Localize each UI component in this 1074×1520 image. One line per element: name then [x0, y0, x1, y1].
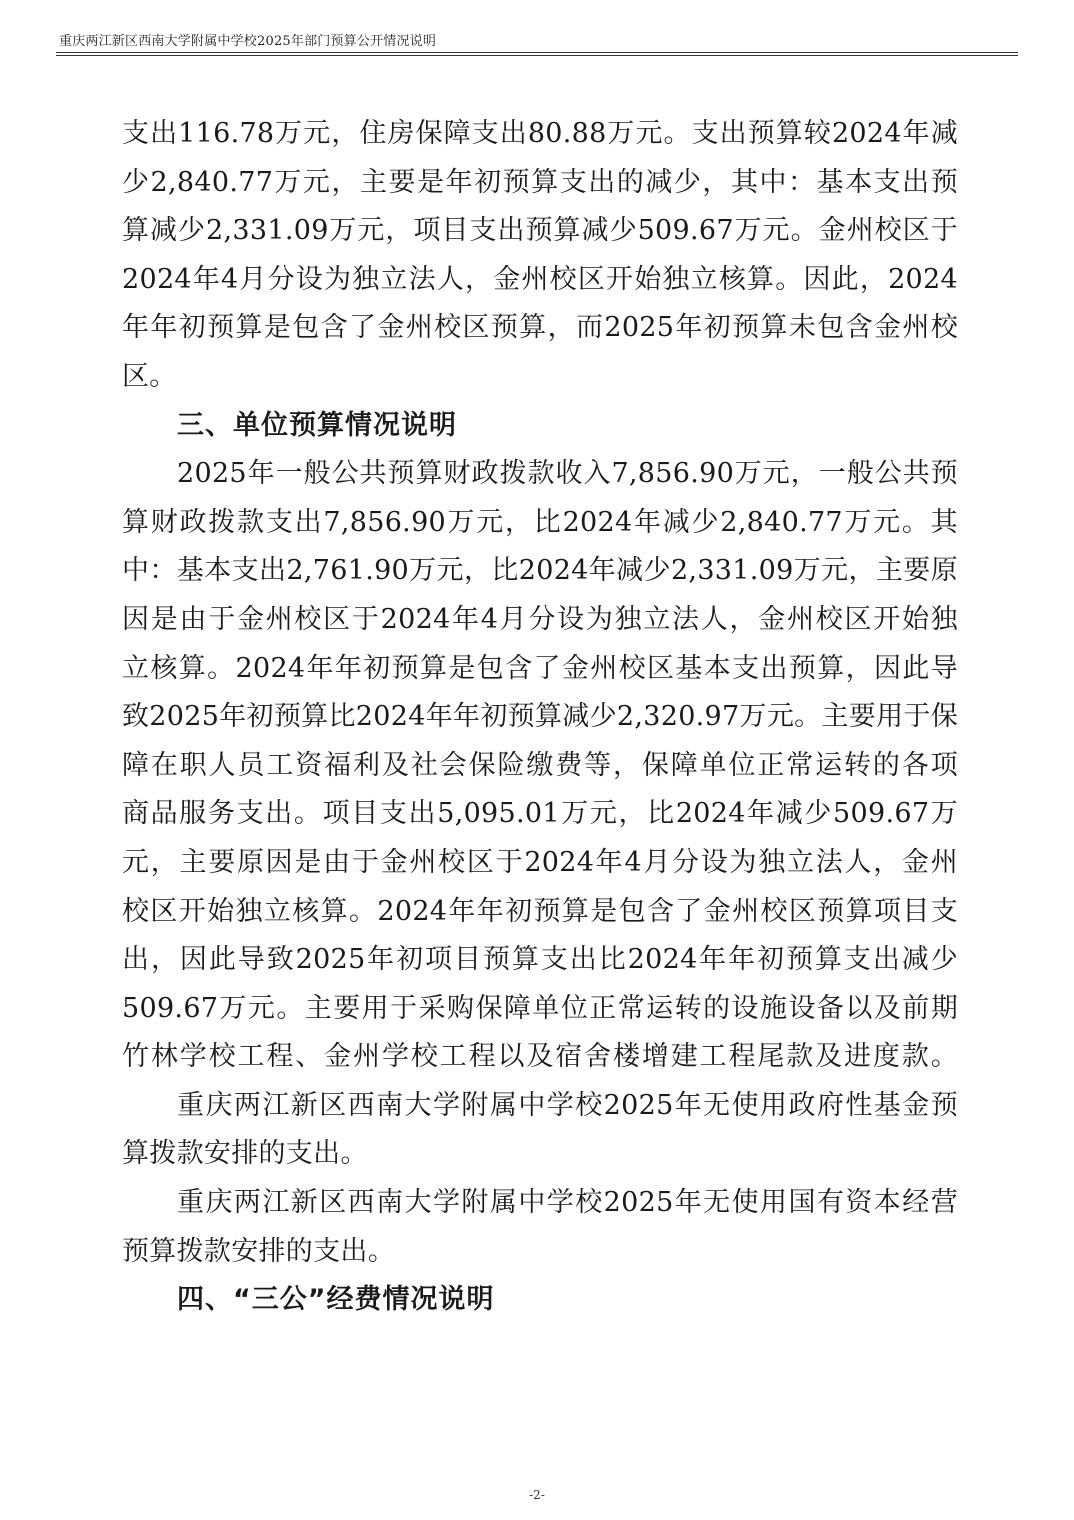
body-line: 重庆两江新区西南大学附属中学校2025年无使用国有资本经营 — [177, 1187, 958, 1219]
header-rule-second — [56, 55, 1018, 56]
body-line: 2024年4月分设为独立法人，金州校区开始独立核算。因此，2024 — [122, 263, 958, 295]
body-line: 区。 — [122, 360, 177, 392]
page-number: -2- — [529, 1488, 545, 1502]
body-line: 预算拨款安排的支出。 — [122, 1235, 395, 1267]
document-body — [122, 110, 958, 1325]
body-line: 算财政拨款支出7,856.90万元，比2024年减少2,840.77万元。其 — [122, 506, 958, 538]
section-heading-3: 三、单位预算情况说明 — [177, 409, 457, 441]
body-line: 支出116.78万元，住房保障支出80.88万元。支出预算较2024年减 — [122, 118, 958, 149]
body-line: 年年初预算是包含了金州校区预算，而2025年初预算未包含金州校 — [122, 312, 958, 344]
body-line: 算拨款安排的支出。 — [122, 1138, 368, 1170]
body-line: 因是由于金州校区于2024年4月分设为独立法人，金州校区开始独 — [122, 603, 958, 635]
body-line: 509.67万元。主要用于采购保障单位正常运转的设施设备以及前期 — [122, 992, 958, 1024]
body-line: 元，主要原因是由于金州校区于2024年4月分设为独立法人，金州 — [122, 846, 958, 878]
body-line: 少2,840.77万元，主要是年初预算支出的减少，其中：基本支出预 — [122, 166, 958, 198]
body-line: 障在职人员工资福利及社会保险缴费等，保障单位正常运转的各项 — [122, 749, 958, 781]
body-line: 立核算。2024年年初预算是包含了金州校区基本支出预算，因此导 — [122, 652, 958, 684]
section-heading-4: 四、“三公”经费情况说明 — [177, 1284, 495, 1316]
body-line: 重庆两江新区西南大学附属中学校2025年无使用政府性基金预 — [177, 1089, 958, 1121]
header-rule — [56, 52, 1018, 53]
body-line: 2025年一般公共预算财政拨款收入7,856.90万元，一般公共预 — [177, 458, 958, 490]
body-line: 出，因此导致2025年初项目预算支出比2024年年初预算支出减少 — [122, 944, 958, 976]
body-line: 中：基本支出2,761.90万元，比2024年减少2,331.09万元，主要原 — [122, 555, 958, 587]
running-header: 重庆两江新区西南大学附属中学校2025年部门预算公开情况说明 — [59, 34, 437, 49]
body-line: 校区开始独立核算。2024年年初预算是包含了金州校区预算项目支 — [122, 895, 958, 927]
body-line: 商品服务支出。项目支出5,095.01万元，比2024年减少509.67万 — [122, 798, 958, 830]
body-line: 算减少2,331.09万元，项目支出预算减少509.67万元。金州校区于 — [122, 215, 958, 247]
body-line: 竹林学校工程、金州学校工程以及宿舍楼增建工程尾款及进度款。 — [122, 1041, 958, 1073]
body-line: 致2025年初预算比2024年年初预算减少2,320.97万元。主要用于保 — [122, 701, 958, 733]
